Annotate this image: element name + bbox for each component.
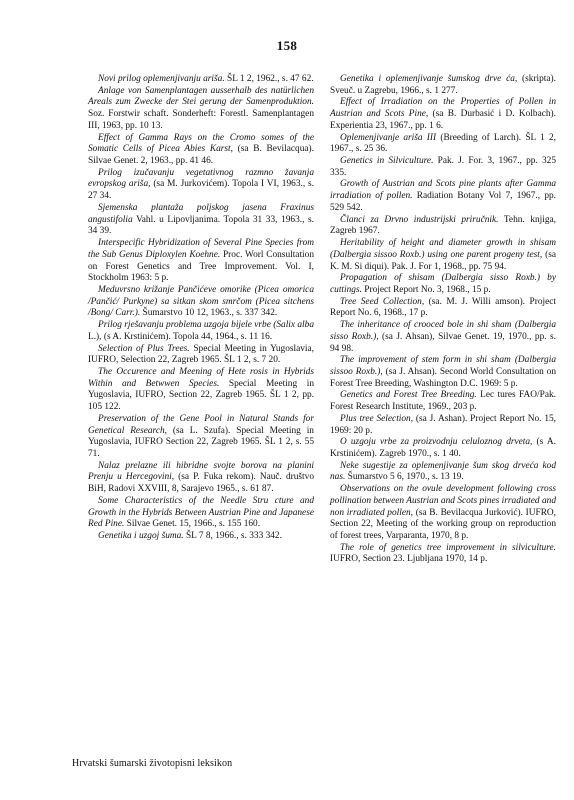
- bibliography-entry: [330, 390, 556, 413]
- entry-title: Genetics and Forest Tree Breeding.: [340, 390, 477, 401]
- entry-citation: (sa J. Ahsan). Second World Consultation on Forest Tree Breeding, Washington D.C. 1969: 5 p.: [330, 366, 556, 389]
- bibliography-entry: [88, 531, 314, 543]
- entry-title: Prilog rješavanju problema uzgoja bijele vrbe (Salix alba: [98, 320, 314, 331]
- bibliography-entry: [88, 285, 314, 320]
- bibliography-entry: [330, 484, 556, 543]
- entry-title: Genetika i uzgoj šuma.: [98, 531, 184, 542]
- entry-title: Selection of Plus Trees.: [98, 343, 190, 354]
- entry-title: Propagation of shisam (Dalbergia sisso Roxb.) by cuttings.: [330, 273, 556, 295]
- bibliography-entry: [88, 86, 314, 133]
- entry-title: Prilog izučavanju vegetativnog razmno žavanja evropskog ariša,: [88, 167, 314, 190]
- entry-title: O uzgoju vrbe za proizvodnju celuloznog drveta,: [340, 437, 533, 448]
- entry-citation: (sa M. Jurkovićem). Topola I VI, 1963., s. 27 34.: [88, 179, 314, 202]
- entry-title: Oplemenjivanje ariša III: [340, 132, 437, 143]
- entry-title: Genetics in Silviculture.: [340, 156, 434, 167]
- entry-title: Tree Seed Collection,: [340, 296, 425, 307]
- entry-citation: (sa B. Durbasić i D. Kolbach). Experientia 23, 1967., pp. 1 6.: [330, 109, 556, 131]
- bibliography-entry: [330, 543, 556, 566]
- bibliography-entry: [88, 320, 314, 343]
- entry-title: Meduvrsno križanje Pančićeve omorike (Picea omorica /Pančić/ Purkyne) sa sitkan skom smrčom (Picea sitchens /Bong/ Carr.).: [88, 284, 314, 319]
- entry-citation: ŠL 7 8, 1966., s. 333 342.: [183, 531, 282, 542]
- entry-title: Novi prilog oplemenjivanju ariša.: [98, 74, 225, 84]
- entry-title: Effect of Irradiation on the Properties of Pollen in Austrian and Scots Pine,: [330, 97, 556, 120]
- bibliography-entry: [88, 74, 314, 86]
- entry-title: Preservation of the Gene Pool in Natural Stands for Genetical Research,: [88, 413, 314, 436]
- entry-title: Some Characteristics of the Needle Stru cture and Growth in the Hybrids Between Austrian Pine and Japanese Red Pine.: [88, 495, 314, 530]
- page-footer: Hrvatski šumarski životopisni leksikon: [72, 758, 233, 769]
- entry-citation: Tehn. knjiga, Zagreb 1967.: [330, 214, 556, 237]
- bibliography-entry: [330, 414, 556, 437]
- bibliography-entry: [88, 238, 314, 285]
- entry-title: Genetika i oplemenjivanje šumskog drve ća,: [340, 74, 518, 84]
- entry-title: Observations on the ovule development following cross pollination between Austrian and Scots pines irradiated and non irradiated pollen,: [330, 484, 556, 518]
- entry-citation: (s A. Krstinićem). Zagreb 1970., s. 1 40.: [330, 437, 556, 459]
- entry-citation: (sa P. Fuka rekom). Nauč. društvo BiH, Radovi XXVIII, 8, Sarajevo 1965., s. 61 87.: [88, 472, 314, 495]
- bibliography-entry: [330, 437, 556, 460]
- entry-citation: (sa B. Bevilacqua Jurković). IUFRO, Section 22, Meeting of the working group on reproduction of forest trees, Varparanta, 1970, 8 p.: [330, 507, 557, 542]
- entry-title: The Occurence and Meening of Hete rosis in Hybrids Within and Betwwen Species.: [88, 366, 314, 389]
- entry-title: Growth of Austrian and Scots pine plants after Gamma irradiation of pollen.: [330, 179, 556, 202]
- entry-citation: Soz. Forstwir schaft. Sonderheft: Forestl. Samenplantagen III, 1963, pp. 10 13.: [88, 109, 314, 131]
- bibliography-entry: [330, 273, 556, 296]
- bibliography-entry: [88, 203, 314, 238]
- entry-citation: L.), (s A. Krstinićem). Topola 44, 1964., s. 11 16.: [88, 331, 273, 342]
- entry-title: Plus tree Selection,: [340, 413, 414, 424]
- entry-title: Nalaz prelazne ili hibridne svojte borova na planini Prenju u Hercegovini,: [88, 460, 314, 483]
- bibliography-entry: [330, 156, 556, 179]
- entry-citation: (sa B. Bevilacqua). Silvae Genet. 2, 1963., pp. 41 46.: [88, 144, 314, 167]
- entry-citation: Special Meeting in Yugoslavia, IUFRO, Section 22, Zagreb 1965. ŠL 1 2, pp. 105 122.: [88, 378, 314, 413]
- bibliography-entry: [88, 461, 314, 496]
- bibliography-entry: [88, 496, 314, 531]
- entry-title: Interspecific Hybridization of Several Pine Species from the Sub Genus Diploxylen Koehne.: [88, 238, 314, 260]
- bibliography-entry: [330, 74, 556, 97]
- entry-citation: Proc. Worl Consultation on Forest Genetics and Tree Improvement. Vol. I, Stockholm 1963: 5 p.: [88, 249, 314, 284]
- bibliography-entry: [330, 215, 556, 238]
- entry-citation: Project Report No. 3, 1968., 15 p.: [361, 284, 491, 295]
- page-number: 158: [276, 38, 298, 53]
- entry-citation: Šumarstvo 10 12, 1963., s. 337 342.: [140, 308, 278, 319]
- bibliography-entry: [88, 414, 314, 461]
- bibliography-entry: [330, 297, 556, 320]
- bibliography-entry: [88, 344, 314, 367]
- entry-citation: Lec tures FAO/Pak. Forest Research Institute, 1969., 203 p.: [330, 390, 556, 413]
- entry-citation: (sa J. Ashan). Project Report No. 15, 1969: 20 p.: [330, 413, 557, 436]
- entry-citation: Pak. J. For. 3, 1967., pp. 325 335.: [330, 156, 556, 178]
- entry-citation: (sa. M. J. Willi amson). Project Report No. 6, 1968., 17 p.: [330, 296, 556, 319]
- bibliography-entry: [88, 367, 314, 414]
- bibliography-entry: [330, 355, 556, 390]
- entry-citation: IUFRO, Section 23. Ljubljana 1970, 14 p.: [330, 554, 488, 565]
- entry-title: The improvement of stem form in shi sham (Dalbergia sissoo Roxb.),: [330, 355, 556, 377]
- entry-title: Neke sugestije za oplemenjivanje šum skog drveća kod nas.: [330, 460, 556, 483]
- entry-citation: ŠL 1 2, 1962., s. 47 62.: [224, 74, 314, 84]
- bibliography-entry: [330, 461, 556, 484]
- entry-title: The role of genetics tree improvement in silviculture.: [340, 542, 556, 553]
- bibliography-entry: [330, 97, 556, 132]
- entry-title: Sjemenska plantaža poljskog jasena Fraxinus angustifolia: [88, 202, 314, 225]
- right-column: [330, 74, 556, 566]
- entry-citation: Silvae Genet. 15, 1966., s. 155 160.: [124, 519, 261, 530]
- bibliography-entry: [330, 179, 556, 214]
- bibliography-entry: [330, 238, 556, 273]
- entry-title: Anlage von Samenplantagen ausserhalb des natürlichen Areals zum Zwecke der Stei gerung der Samenproduktion.: [88, 85, 314, 108]
- entry-title: Heritability of height and diameter growth in shisam (Dalbergia sissoo Roxb.) using one parent progeny test,: [330, 238, 556, 260]
- entry-citation: Special Meeting in Yugoslavia, IUFRO, Selection 22, Zagreb 1965. ŠL 1 2, s. 7 20.: [88, 343, 315, 366]
- entry-citation: (skripta). Sveuč. u Zagrebu, 1966., s. 1 277.: [330, 74, 557, 96]
- bibliography-entry: [88, 133, 314, 168]
- entry-citation: Šumarstvo 5 6, 1970., s. 13 19.: [345, 472, 464, 483]
- entry-citation: (sa K. M. Si diqui). Pak. J. For 1, 1968., pp. 75 94.: [330, 249, 556, 272]
- entry-title: The inheritance of crooced bole in shi sham (Dalbergia sisso Roxb.),: [330, 320, 556, 342]
- left-column: [88, 74, 314, 543]
- entry-title: Effect of Gamma Rays on the Cromo somes of the Somatic Cells of Picea Abies Karst,: [88, 132, 314, 155]
- entry-citation: (sa L. Szufa). Special Meeting in Yugoslavia, IUFRO Section 22, Zagreb 1965. ŠL 1 2, s. 55 71.: [88, 425, 314, 459]
- entry-citation: (Breeding of Larch). ŠL 1 2, 1967., s. 25 36.: [330, 132, 556, 155]
- bibliography-entry: [88, 168, 314, 203]
- entry-title: Članci za Drvno industrijski priručnik.: [340, 214, 499, 225]
- bibliography-entry: [330, 133, 556, 156]
- entry-citation: Radiation Botany Vol 7, 1967., pp. 529 542.: [330, 191, 556, 213]
- entry-citation: Vahl. u Lipovljanima. Topola 31 33, 1963., s. 34 39.: [88, 214, 314, 237]
- bibliography-entry: [330, 320, 556, 355]
- entry-citation: (sa J. Ahsan), Silvae Genet. 19, 1970., pp. s. 94 98.: [330, 331, 556, 354]
